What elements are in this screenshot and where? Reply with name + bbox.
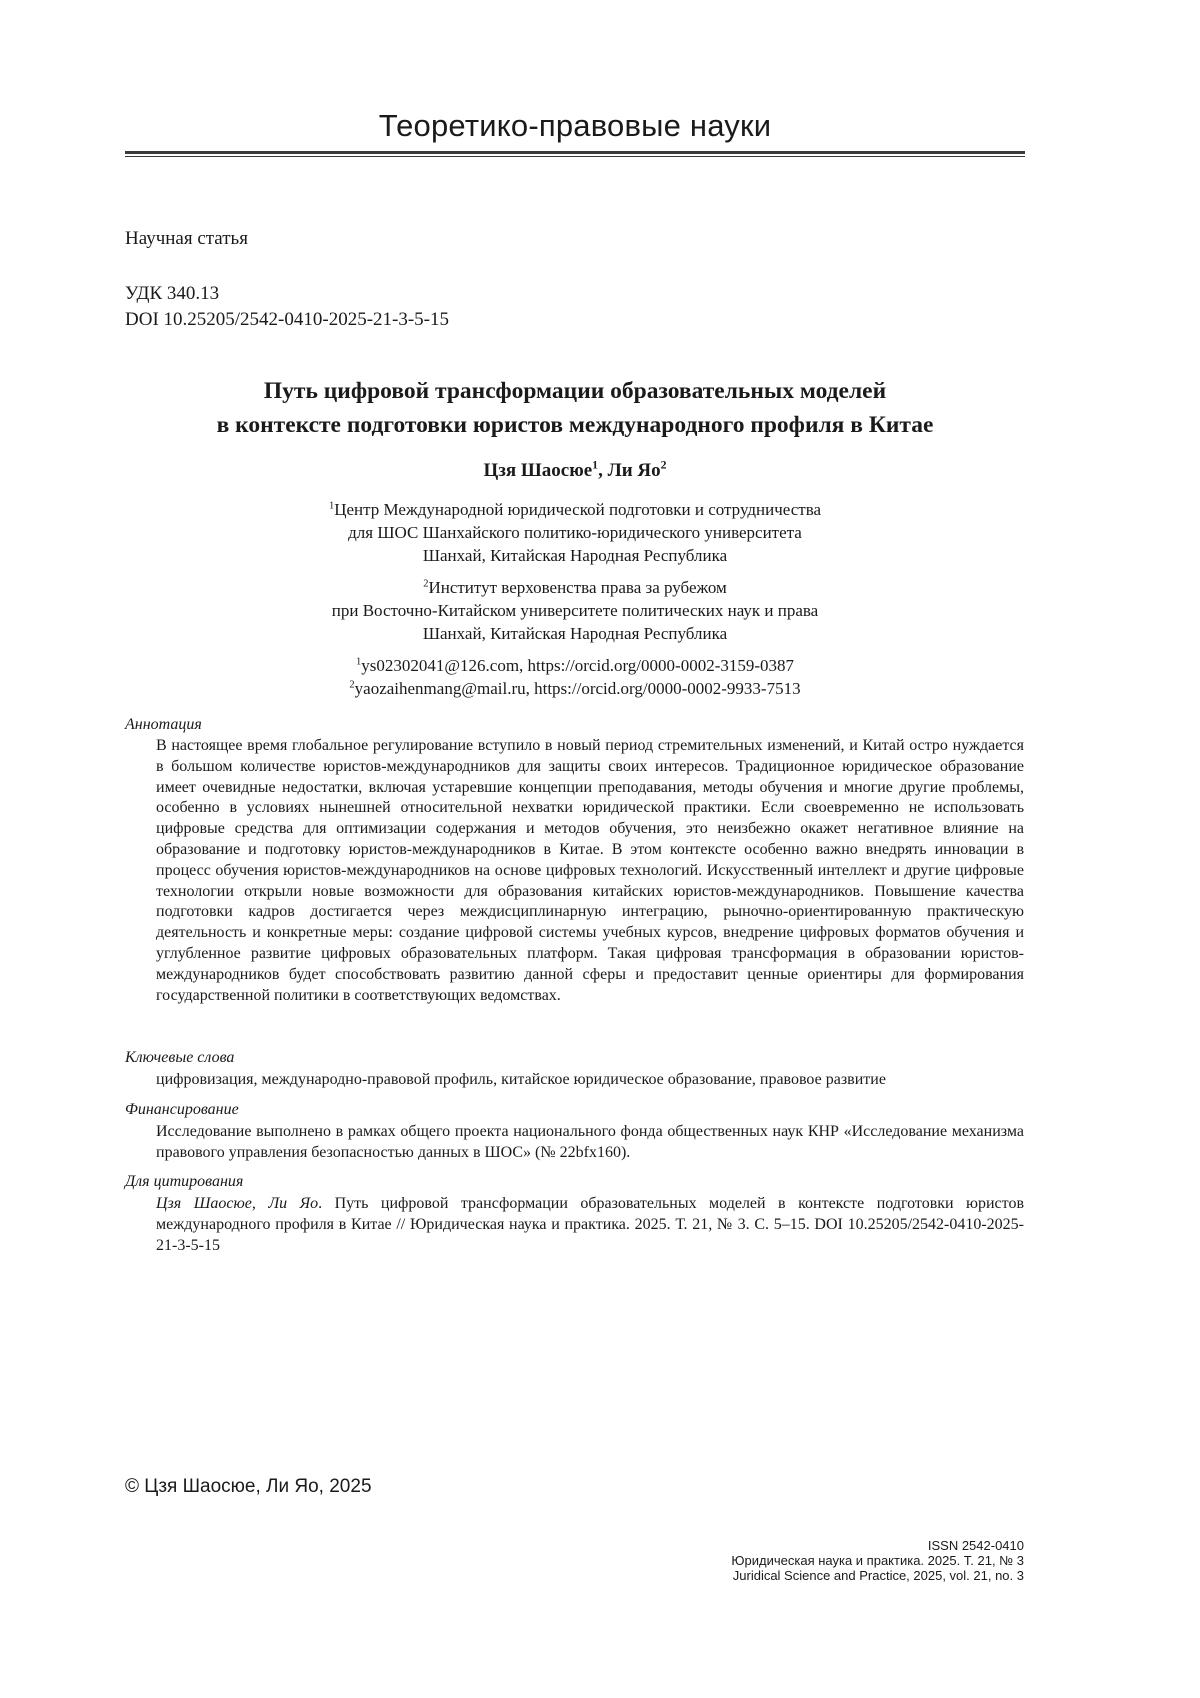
udc-code: УДК 340.13: [125, 283, 220, 304]
affiliation-line: Шанхай, Китайская Народная Республика: [422, 624, 728, 643]
affiliation-superscript: 2: [423, 578, 429, 590]
funding-text: Исследование выполнено в рамках общего проекта национального фонда общественных наук КНР «Исследование механизма правового управления безопасностью данных в ШОС» (№ 22bfx160).: [156, 1123, 1024, 1161]
footer-journal-ru: Юридическая наука и практика. 2025. Т. 21, № 3: [731, 1553, 1024, 1568]
contact-line[interactable]: [125, 654, 1025, 677]
journal-section-header: Теоретико-правовые науки: [378, 108, 772, 143]
author-superscript: 2: [660, 458, 667, 472]
affiliation-line: Институт верховенства права за рубежом: [428, 578, 727, 597]
author-superscript: 1: [592, 458, 599, 472]
author-contacts: [125, 654, 1025, 700]
copyright: © Цзя Шаосюе, Ли Яо, 2025: [125, 1476, 372, 1497]
abstract-text: В настоящее время глобальное регулирование вступило в новый период стремительных изменений, и Китай остро нуждается в большом количестве юристов-международников для защиты своих интересов. Традиционное юридическое образование имеет очевидные недостатки, включая устаревшие концепции преподавания, методы обучения и многие другие проблемы, особенно в условиях нынешней относительной нехватки юридической практики. Если своевременно не использовать цифровые средства для оптимизации содержания и методов обучения, это неизбежно окажет негативное влияние на образование и подготовку юристов-международников в Китае. В этом контексте особенно важно внедрять инновации в процесс обучения юристов-международников на основе цифровых технологий. Искусственный интеллект и другие цифровые технологии открыли новые возможности для образования китайских юристов-международников. Повышение качества подготовки кадров достигается через междисциплинарную интеграцию, рыночно-ориентированную практическую деятельность и конкретные меры: создание цифровой системы учебных курсов, внедрение цифровых форматов обучения и углубленное развитие цифровых образовательных платформ. Такая цифровая трансформация в образовании юристов-международников будет способствовать развитию данной сферы и предоставит ценные ориентиры для формирования государственной политики в соответствующих ведомствах.: [156, 737, 1024, 1004]
authors: [125, 460, 1025, 482]
title-line-2: в контексте подготовки юристов международного профиля в Китае: [216, 412, 934, 438]
affiliation-2: [125, 576, 1025, 645]
affiliation-line: для ШОС Шанхайского политико-юридического университета: [348, 523, 802, 542]
header-rule-thick: [125, 151, 1025, 154]
abstract-label: Аннотация: [125, 716, 202, 733]
contact-line[interactable]: [125, 677, 1025, 700]
citation-authors: Цзя Шаосюе, Ли Яо: [156, 1195, 319, 1212]
affiliation-1: [125, 498, 1025, 567]
citation-body: . Путь цифровой трансформации образовательных моделей в контексте подготовки юристов международного профиля в Китае // Юридическая наука и практика. 2025. Т. 21, № 3. С. 5–15. DOI 10.25205/2542-0410-2025-21-3-5-15: [156, 1195, 1024, 1254]
contact-text[interactable]: ys02302041@126.com, https://orcid.org/0000-0002-3159-0387: [361, 656, 795, 675]
doi[interactable]: DOI 10.25205/2542-0410-2025-21-3-5-15: [125, 309, 450, 330]
article-type: Научная статья: [125, 228, 248, 249]
author-name: Ли Яо: [607, 460, 661, 481]
footer-issn: ISSN 2542-0410: [927, 1538, 1024, 1553]
affiliation-line: Шанхай, Китайская Народная Республика: [422, 546, 728, 565]
contact-text[interactable]: yaozaihenmang@mail.ru, https://orcid.org/0000-0002-9933-7513: [354, 679, 801, 698]
header-rule-thin: [125, 156, 1025, 157]
footer-journal-en: Juridical Science and Practice, 2025, vol. 21, no. 3: [732, 1568, 1024, 1583]
author-name: Цзя Шаосюе: [483, 460, 593, 481]
affiliation-superscript: 1: [328, 500, 335, 512]
contact-superscript: 1: [355, 656, 362, 668]
keywords-text: цифровизация, международно-правовой профиль, китайское юридическое образование, правовое развитие: [156, 1071, 886, 1088]
citation-label: Для цитирования: [125, 1173, 244, 1190]
affiliation-line: при Восточно-Китайском университете политических наук и права: [331, 601, 819, 620]
funding-label: Финансирование: [125, 1101, 239, 1118]
article-title: [125, 374, 1025, 442]
citation-text: [156, 1194, 1024, 1256]
title-line-1: Путь цифровой трансформации образовательных моделей: [263, 378, 887, 404]
contact-superscript: 2: [349, 679, 355, 691]
keywords-label: Ключевые слова: [125, 1049, 235, 1066]
affiliation-line: Центр Международной юридической подготовки и сотрудничества: [334, 500, 822, 519]
author-separator: ,: [598, 460, 608, 481]
